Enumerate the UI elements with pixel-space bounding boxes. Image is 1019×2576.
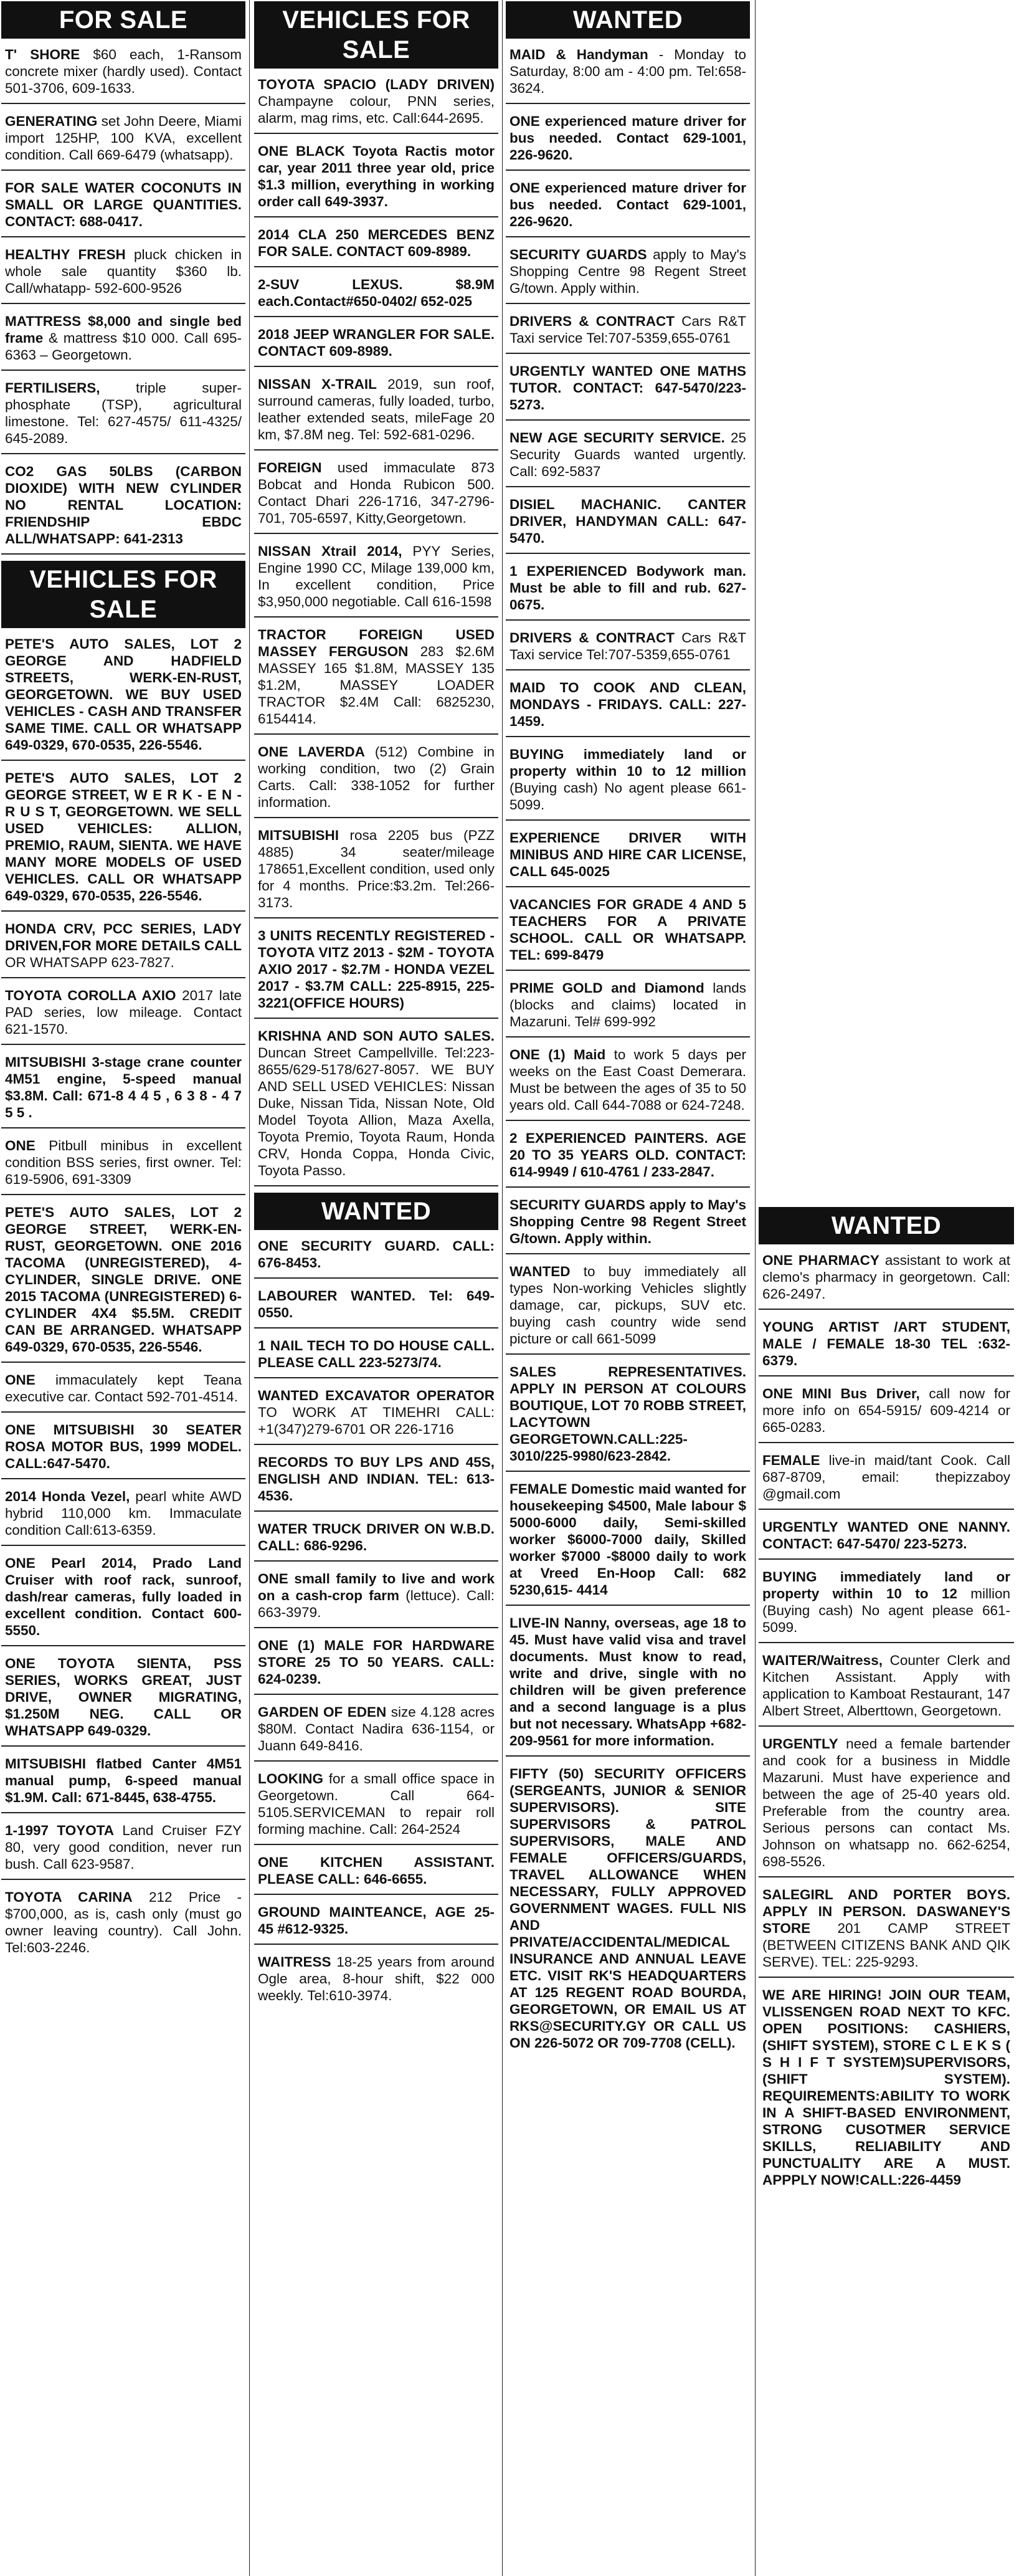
classified-ad (506, 1763, 750, 2058)
classified-ad (506, 1261, 750, 1355)
classified-ad (254, 624, 498, 735)
ad-lead-text: MITSUBISHI 3-stage crane counter 4M51 engine, 5-speed manual $3.8M. Call: 671-8 4 4 5 , 6 3 8 - 4 7 5 5 . (5, 1054, 242, 1120)
section-header: WANTED (506, 1, 750, 39)
section-header: VEHICLES FOR SALE (1, 561, 245, 628)
classified-ad (759, 1383, 1014, 1443)
ad-lead-text: FEMALE (762, 1453, 820, 1468)
column-divider (755, 0, 756, 2576)
classified-ad (759, 1566, 1014, 1643)
classified-ad (506, 677, 750, 737)
ad-lead-text: MATTRESS $8,000 and single bed frame (5, 313, 242, 346)
ad-lead-text: YOUNG ARTIST /ART STUDENT, MALE / FEMALE 18-30 TEL :632-6379. (762, 1319, 1010, 1368)
column-1 (1, 0, 245, 2576)
classified-ad (254, 1025, 498, 1186)
classified-ad (254, 1901, 498, 1945)
classified-ad (1, 377, 245, 454)
classified-ad (506, 827, 750, 887)
classified-ad (1, 177, 245, 237)
classified-ad (254, 925, 498, 1019)
classified-ad (1, 1820, 245, 1880)
ad-lead-text: SECURITY GUARDS (510, 247, 647, 262)
ad-body-text: lands (blocks and claims) located in Mazaruni. Tel# 699-992 (510, 980, 746, 1029)
classified-ad (1, 1051, 245, 1128)
ad-lead-text: T' SHORE (5, 47, 80, 62)
ad-lead-text: ONE (1) MALE FOR HARDWARE STORE 25 TO 50 YEARS. CALL: 624-0239. (258, 1638, 495, 1687)
ad-lead-text: ONE MITSUBISHI 30 SEATER ROSA MOTOR BUS, 1999 MODEL. CALL:647-5470. (5, 1422, 242, 1471)
ad-lead-text: CO2 GAS 50LBS (CARBON DIOXIDE) WITH NEW CYLINDER NO RENTAL LOCATION: FRIENDSHIP EBDC ALL/WHATSAPP: 641-2313 (5, 464, 242, 546)
ad-lead-text: ONE KITCHEN ASSISTANT. PLEASE CALL: 646-6655. (258, 1854, 495, 1887)
classified-ad (1, 1135, 245, 1195)
column-divider (502, 0, 503, 2576)
ad-body-text: need a female bartender and cook for a business in Middle Mazaruni. Must have experience and between the age of 25-40 years old. Preferable from the country area. Serious persons can contact Ms. Johnson on whatsapp no. 662-6254, 698-5526. (762, 1736, 1010, 1869)
ad-body-text: Duncan Street Campellville. Tel:223-8655/629-5178/627-8057. WE BUY AND SELL USED VEHICLES: Nissan Duke, Nissan Tida, Nissan Note, Old Model Toyota Allion, Maza Axella, Toyota Premio, Toyota Raum, Honda CRV, Honda Coppa, Honda Civic, Toyota Passo. (258, 1045, 495, 1178)
classified-ad (1, 1753, 245, 1813)
classified-ad (254, 1518, 498, 1562)
classified-ad (1, 1369, 245, 1413)
ad-lead-text: SECURITY GUARDS apply to May's Shopping Centre 98 Regent Street G/town. Apply within. (510, 1197, 746, 1246)
classified-ad (254, 1701, 498, 1762)
ad-lead-text: FEMALE Domestic maid wanted for housekeeping $4500, Male labour $ 5000-6000 daily, Semi-skilled worker $6000-7000 daily, Skilled worker $7000 -$8000 daily to work at Vreed En-Hoop Call: 682 5230,615- 4414 (510, 1481, 746, 1598)
ad-body-text: & mattress $10 000. Call 695-6363 – Georgetown. (5, 330, 242, 363)
classified-ad (254, 1568, 498, 1628)
ad-lead-text: ONE (1) Maid (510, 1047, 606, 1062)
ad-body-text: Pitbull minibus in excellent condition BSS series, first owner. Tel: 619-5906, 691-3309 (5, 1138, 242, 1187)
ad-lead-text: SALES REPRESENTATIVES. APPLY IN PERSON AT COLOURS BOUTIQUE, LOT 70 ROBB STREET, LACYTOWN GEORGETOWN.CALL:225-3010/225-9980/623-2842. (510, 1364, 746, 1464)
classified-ad (1, 918, 245, 978)
ad-lead-text: GARDEN OF EDEN (258, 1704, 387, 1720)
ad-lead-text: TRACTOR FOREIGN USED MASSEY FERGUSON (258, 627, 495, 659)
ad-body-text: set John Deere, Miami import 125HP, 100 KVA, excellent condition. Call 669-6479 (whatsapp). (5, 113, 242, 163)
ad-lead-text: ONE PHARMACY (762, 1252, 879, 1268)
ad-lead-text: URGENTLY WANTED ONE NANNY. CONTACT: 647-5470/ 223-5273. (762, 1519, 1010, 1552)
classified-ad (254, 1951, 498, 2010)
classified-ad (759, 1516, 1014, 1560)
classified-ad (254, 457, 498, 534)
ad-lead-text: DRIVERS & CONTRACT (510, 630, 675, 646)
ad-body-text: triple super-phosphate (TSP), agricultural limestone. Tel: 627-4575/ 611-4325/ 645-2089. (5, 380, 242, 446)
classified-ad (506, 1478, 750, 1606)
classified-ad (1, 244, 245, 304)
classified-ad (506, 1612, 750, 1757)
ad-lead-text: MITSUBISHI (258, 828, 339, 843)
ad-lead-text: FIFTY (50) SECURITY OFFICERS (SERGEANTS, JUNIOR & SENIOR SUPERVISORS). SITE SUPERVISORS & PATROL SUPERVISORS, MALE AND FEMALE OFFICERS/GUARDS, TRAVEL ALLOWANCE WHEN NECESSARY, FULLY APPROVED GOVERNMENT WAGES. FULL NIS AND PRIVATE/ACCIDENTAL/MEDICAL INSURANCE AND ANNUAL LEAVE ETC. VISIT RK'S HEADQUARTERS AT 125 REGENT ROAD BOURDA, GEORGETOWN, OR EMAIL US AT RKS@SECURITY.GY OR CALL US ON 226-5072 OR 709-7708 (CELL). (510, 1766, 746, 2051)
classified-ad (759, 1449, 1014, 1510)
ad-body-text: Cars R&T Taxi service Tel:707-5359,655-0761 (510, 630, 746, 662)
classified-ad (254, 1235, 498, 1279)
classified-ad (506, 110, 750, 171)
section-header: VEHICLES FOR SALE (254, 1, 498, 69)
ad-body-text: size 4.128 acres $80M. Contact Nadira 636-1154, or Juann 649-8416. (258, 1704, 495, 1753)
classified-ad (1, 1552, 245, 1646)
ad-body-text: Cars R&T Taxi service Tel:707-5359,655-0761 (510, 313, 746, 346)
classified-ad (254, 74, 498, 134)
classified-ad (759, 1249, 1014, 1310)
classified-ad (254, 824, 498, 918)
ad-lead-text: PRIME GOLD and Diamond (510, 980, 704, 996)
section-header: WANTED (254, 1193, 498, 1230)
ad-lead-text: 1 NAIL TECH TO DO HOUSE CALL. PLEASE CALL 223-5273/74. (258, 1338, 495, 1370)
section-header: WANTED (759, 1207, 1014, 1244)
ad-body-text: (512) Combine in working condition, two (2) Grain Carts. Call: 338-1052 for further information. (258, 744, 495, 810)
ad-body-text: Land Cruiser FZY 80, very good condition, never run bush. Call 623-9587. (5, 1823, 242, 1872)
column-divider (249, 0, 250, 2576)
classified-ad (506, 360, 750, 421)
classified-ad (506, 1044, 750, 1121)
ad-lead-text: WANTED (510, 1264, 571, 1279)
classified-ad (506, 743, 750, 821)
classified-ad (254, 1285, 498, 1329)
ad-body-text: 25 Security Guards wanted urgently. Call: 692-5837 (510, 430, 746, 479)
ad-lead-text: RECORDS TO BUY LPS AND 45S, ENGLISH AND INDIAN. TEL: 613-4536. (258, 1454, 495, 1504)
ad-body-text: Champayne colour, PNN series, alarm, mag rims, etc. Call:644-2695. (258, 93, 495, 126)
column-4 (759, 0, 1014, 2576)
classified-ad (506, 310, 750, 354)
classified-ad (759, 1733, 1014, 1877)
ad-lead-text: GENERATING (5, 113, 98, 129)
classified-ad (254, 373, 498, 451)
ad-body-text: 18-25 years from around Ogle area, 8-hour shift, $22 000 weekly. Tel:610-3974. (258, 1954, 495, 2003)
ad-lead-text: WANTED EXCAVATOR OPERATOR (258, 1388, 495, 1403)
classified-ad (506, 627, 750, 670)
classified-ad (506, 1194, 750, 1254)
ad-lead-text: 1-1997 TOYOTA (5, 1823, 115, 1838)
classified-ad (759, 1316, 1014, 1376)
ad-body-text: live-in maid/tant Cook. Call 687-8709, email: thepizzaboy @gmail.com (762, 1453, 1010, 1502)
ad-lead-text: MITSUBISHI flatbed Canter 4M51 manual pump, 6-speed manual $1.9M. Call: 671-8445, 638-4755. (5, 1756, 242, 1805)
ad-lead-text: ONE BLACK Toyota Ractis motor car, year 2011 three year old, price $1.3 million, everything in working order call 649-3937. (258, 143, 495, 209)
classified-ad (1, 1486, 245, 1546)
ad-body-text: Counter Clerk and Kitchen Assistant. Apply with application to Kamboat Restaurant, 147 Albert Street, Alberttown, Georgetown. (762, 1653, 1010, 1719)
ad-body-text: OR WHATSAPP 623-7827. (5, 955, 174, 970)
ad-lead-text: PETE'S AUTO SALES, LOT 2 GEORGE AND HADFIELD STREETS, WERK-EN-RUST, GEORGETOWN. WE BUY USED VEHICLES - CASH AND TRANSFER SAME TIME. CALL OR WHATSAPP 649-0329, 670-0535, 226-5546. (5, 636, 242, 753)
ad-lead-text: PETE'S AUTO SALES, LOT 2 GEORGE STREET, W E R K - E N - R U S T, GEORGETOWN. WE SELL USED VEHICLES: ALLION, PREMIO, RAUM, SIENTA. WE HAVE MANY MORE MODELS OF USED VEHICLES. CALL OR WHATSAPP 649-0329, 670-0535, 226-5546. (5, 770, 242, 904)
classified-ad (506, 894, 750, 971)
classified-ad (254, 274, 498, 317)
ad-body-text: 212 Price - $700,000, as is, cash only (must go owner leaving country). Call John. Tel:603-2246. (5, 1889, 242, 1955)
ad-body-text: for a small office space in Georgetown. Call 664-5105.SERVICEMAN to repair roll forming machine. Call: 264-2524 (258, 1771, 495, 1837)
classified-ad (1, 1419, 245, 1479)
ad-lead-text: KRISHNA AND SON AUTO SALES. (258, 1028, 495, 1044)
ad-lead-text: LIVE-IN Nanny, overseas, age 18 to 45. Must have valid visa and travel documents. Must know to read, write and drive, single with no children will be given preference and a second language is a plus but not necessary. WhatsApp +682-209-9561 for more information. (510, 1615, 746, 1748)
classified-ad (1, 44, 245, 104)
classified-ad (1, 1201, 245, 1363)
ad-lead-text: NEW AGE SECURITY SERVICE. (510, 430, 725, 446)
ad-body-text: (Buying cash) No agent please 661-5099. (510, 780, 746, 813)
ad-lead-text: MAID & Handyman (510, 47, 648, 62)
ad-lead-text: ONE MINI Bus Driver, (762, 1386, 920, 1401)
classified-ad (1, 110, 245, 171)
classified-ad (254, 1768, 498, 1845)
classified-ad (254, 323, 498, 367)
ad-lead-text: LABOURER WANTED. Tel: 649-0550. (258, 1288, 495, 1320)
ad-lead-text: BUYING immediately land or property within 10 to 12 million (510, 747, 746, 779)
ad-body-text: 2017 late PAD series, low mileage. Contact 621-1570. (5, 988, 242, 1037)
classified-ad (506, 977, 750, 1038)
ad-body-text: 283 $2.6M MASSEY 165 $1.8M, MASSEY 135 $1.2M, MASSEY LOADER TRACTOR $2.4M Call: 6825230, 6154414. (258, 644, 495, 727)
ad-lead-text: ONE (5, 1372, 36, 1388)
classified-ad (506, 244, 750, 304)
column-2 (254, 0, 498, 2576)
ad-lead-text: 2014 Honda Vezel, (5, 1489, 130, 1504)
classified-ad (254, 540, 498, 618)
classified-ad (254, 140, 498, 217)
ad-lead-text: 2-SUV LEXUS. $8.9M each.Contact#650-0402/ 652-025 (258, 277, 495, 309)
ad-lead-text: TOYOTA SPACIO (LADY DRIVEN) (258, 77, 495, 92)
classified-ad (1, 1653, 245, 1747)
ad-lead-text: WATER TRUCK DRIVER ON W.B.D. CALL: 686-9296. (258, 1521, 495, 1553)
ad-body-text: million (Buying cash) No agent please 661-5099. (762, 1586, 1010, 1635)
classified-ad (1, 767, 245, 912)
ad-lead-text: 2 EXPERIENCED PAINTERS. AGE 20 TO 35 YEARS OLD. CONTACT: 614-9949 / 610-4761 / 233-2847. (510, 1130, 746, 1180)
ad-lead-text: DRIVERS & CONTRACT (510, 313, 675, 329)
classified-ad (254, 741, 498, 818)
empty-space (759, 0, 1014, 1206)
ad-lead-text: 3 UNITS RECENTLY REGISTERED - TOYOTA VITZ 2013 - $2M - TOYOTA AXIO 2017 - $2.7M - HONDA VEZEL 2017 - $3.7M CALL: 225-8915, 225-3221(OFFICE HOURS) (258, 928, 495, 1011)
ad-body-text: - Monday to Saturday, 8:00 am - 4:00 pm. Tel:658-3624. (510, 47, 746, 96)
classified-ad (1, 1886, 245, 1962)
ad-lead-text: DISIEL MACHANIC. CANTER DRIVER, HANDYMAN CALL: 647-5470. (510, 497, 746, 546)
ad-lead-text: URGENTLY WANTED ONE MATHS TUTOR. CONTACT: 647-5470/223-5273. (510, 363, 746, 413)
classified-ad (254, 1851, 498, 1895)
ad-lead-text: ONE TOYOTA SIENTA, PSS SERIES, WORKS GREAT, JUST DRIVE, OWNER MIGRATING, $1.250M NEG. CALL OR WHATSAPP 649-0329. (5, 1656, 242, 1739)
ad-body-text: assistant to work at clemo's pharmacy in georgetown. Call: 626-2497. (762, 1252, 1010, 1302)
ad-body-text: to buy immediately all types Non-working Vehicles slightly damage, car, pickups, SUV etc. buying cash country wide send picture or call 661-5099 (510, 1264, 746, 1347)
ad-lead-text: ONE SECURITY GUARD. CALL: 676-8453. (258, 1238, 495, 1271)
classified-ad (506, 177, 750, 237)
ad-lead-text: WAITER/Waitress, (762, 1653, 883, 1668)
classified-ad (759, 1649, 1014, 1727)
ad-lead-text: ONE experienced mature driver for bus needed. Contact 629-1001, 226-9620. (510, 180, 746, 229)
ad-lead-text: ONE (5, 1138, 36, 1153)
classified-ad (1, 985, 245, 1045)
ad-lead-text: FERTILISERS, (5, 380, 100, 396)
ad-body-text: rosa 2205 bus (PZZ 4885) 34 seater/mileage 178651,Excellent condition, used only for 4 months. Price:$3.2m. Tel:266-3173. (258, 828, 495, 910)
ad-lead-text: TOYOTA CARINA (5, 1889, 133, 1905)
column-3 (506, 0, 750, 2576)
ad-lead-text: GROUND MAINTEANCE, AGE 25-45 #612-9325. (258, 1904, 495, 1937)
ad-body-text: 2019, sun roof, surround cameras, fully loaded, turbo, leather extended seats, mileFage 20 km, $7.8M neg. Tel: 592-681-0296. (258, 376, 495, 442)
ad-body-text: $60 each, 1-Ransom concrete mixer (hardly used). Contact 501-3706, 609-1633. (5, 47, 242, 96)
ad-lead-text: EXPERIENCE DRIVER WITH MINIBUS AND HIRE CAR LICENSE, CALL 645-0025 (510, 830, 746, 879)
ad-lead-text: ONE LAVERDA (258, 744, 365, 760)
ad-lead-text: 1 EXPERIENCED Bodywork man. Must be able to fill and rub. 627-0675. (510, 563, 746, 613)
classified-ad (506, 427, 750, 487)
classified-ad (759, 1984, 1014, 2195)
ad-body-text: apply to May's Shopping Centre 98 Regent Street G/town. Apply within. (510, 247, 746, 296)
ad-lead-text: NISSAN X-TRAIL (258, 376, 377, 392)
classified-ad (506, 560, 750, 621)
ad-body-text: to work 5 days per weeks on the East Coast Demerara. Must be between the ages of 35 to 50 years old. Call 644-7088 or 624-7248. (510, 1047, 746, 1113)
ad-lead-text: FOREIGN (258, 460, 322, 475)
classified-ad (254, 1634, 498, 1695)
ad-lead-text: FOR SALE WATER COCONUTS IN SMALL OR LARGE QUANTITIES. CONTACT: 688-0417. (5, 180, 242, 229)
ad-lead-text: ONE Pearl 2014, Prado Land Cruiser with roof rack, sunroof, dash/rear cameras, fully loaded in excellent condition. Contact 600-5550. (5, 1555, 242, 1638)
ad-lead-text: HONDA CRV, PCC SERIES, LADY DRIVEN,FOR MORE DETAILS CALL (5, 921, 242, 953)
classified-ad (759, 1884, 1014, 1978)
ad-lead-text: WAITRESS (258, 1954, 331, 1970)
ad-lead-text: ONE small family to live and work on a cash-crop farm (258, 1571, 495, 1603)
ad-body-text: pluck chicken in whole sale quantity $360 lb. Call/whatapp- 592-600-9526 (5, 247, 242, 296)
classified-ad (254, 224, 498, 267)
section-header: FOR SALE (1, 1, 245, 39)
ad-lead-text: MAID TO COOK AND CLEAN, MONDAYS - FRIDAYS. CALL: 227-1459. (510, 680, 746, 729)
ad-body-text: 201 CAMP STREET (BETWEEN CITIZENS BANK AND QIK SERVE). TEL: 225-9293. (762, 1920, 1010, 1970)
ad-body-text: PYY Series, Engine 1990 CC, Milage 139,000 km, In excellent condition, Price $3,950,000 negotiable. Call 616-1598 (258, 543, 495, 609)
ad-lead-text: NISSAN Xtrail 2014, (258, 543, 402, 559)
classified-ad (1, 633, 245, 761)
classified-ad (254, 1385, 498, 1445)
classified-ad (506, 494, 750, 554)
ad-body-text: (lettuce). Call: 663-3979. (258, 1588, 495, 1620)
classified-ad (1, 310, 245, 371)
ad-lead-text: URGENTLY (762, 1736, 838, 1752)
classified-ad (1, 460, 245, 555)
ad-lead-text: 2014 CLA 250 MERCEDES BENZ FOR SALE. CONTACT 609-8989. (258, 227, 495, 259)
classified-ad (506, 1127, 750, 1188)
ad-body-text: call now for more info on 654-5915/ 609-4214 or 665-0283. (762, 1386, 1010, 1435)
ad-body-text: immaculately kept Teana executive car. Contact 592-701-4514. (5, 1372, 242, 1405)
ad-lead-text: ONE experienced mature driver for bus needed. Contact 629-1001, 226-9620. (510, 113, 746, 163)
ad-lead-text: LOOKING (258, 1771, 323, 1787)
ad-lead-text: SALEGIRL AND PORTER BOYS. APPLY IN PERSON. DASWANEY'S STORE (762, 1887, 1010, 1936)
ad-body-text: used immaculate 873 Bobcat and Honda Rubicon 500. Contact Dhari 226-1716, 347-2796-701, 705-6597, Kitty,Georgetown. (258, 460, 495, 526)
ad-lead-text: WE ARE HIRING! JOIN OUR TEAM, VLISSENGEN ROAD NEXT TO KFC. OPEN POSITIONS: CASHIERS, (SHIFT SYSTEM), STORE C L E K S ( S H I F T SYSTEM)SUPERVISORS, (SHIFT SYSTEM). REQUIREMENTS:ABILITY TO WORK IN A SHIFT-BASED ENVIRONMENT, STRONG CUSOTMER SERVICE SKILLS, RELIABILITY AND PUNCTUALITY ARE A MUST. APPPLY NOW!CALL:226-4459 (762, 1987, 1010, 2188)
classified-ad (506, 44, 750, 104)
ad-lead-text: HEALTHY FRESH (5, 247, 126, 262)
ad-body-text: pearl white AWD hybrid 110,000 km. Immaculate condition Call:613-6359. (5, 1489, 242, 1538)
ad-lead-text: TOYOTA COROLLA AXIO (5, 988, 176, 1003)
classified-ad (254, 1451, 498, 1512)
ad-body-text: TO WORK AT TIMEHRI CALL: +1(347)279-6701 OR 226-1716 (258, 1405, 495, 1437)
ad-lead-text: 2018 JEEP WRANGLER FOR SALE. CONTACT 609-8989. (258, 327, 495, 359)
ad-lead-text: PETE'S AUTO SALES, LOT 2 GEORGE STREET, WERK-EN-RUST, GEORGETOWN. ONE 2016 TACOMA (UNREGISTERED), 4-CYLINDER, SINGLE DRIVE. ONE 2015 TACOMA (UNREGISTERED) 6-CYLINDER 4X4 $5.5M. CREDIT CAN BE ARRANGED. WHATSAPP 649-0329, 670-0535, 226-5546. (5, 1205, 242, 1355)
classified-ad (506, 1361, 750, 1472)
classified-ad (254, 1335, 498, 1378)
ad-lead-text: BUYING immediately land or property within 10 to 12 (762, 1569, 1010, 1601)
ad-lead-text: VACANCIES FOR GRADE 4 AND 5 TEACHERS FOR A PRIVATE SCHOOL. CALL OR WHATSAPP. TEL: 699-8479 (510, 897, 746, 963)
